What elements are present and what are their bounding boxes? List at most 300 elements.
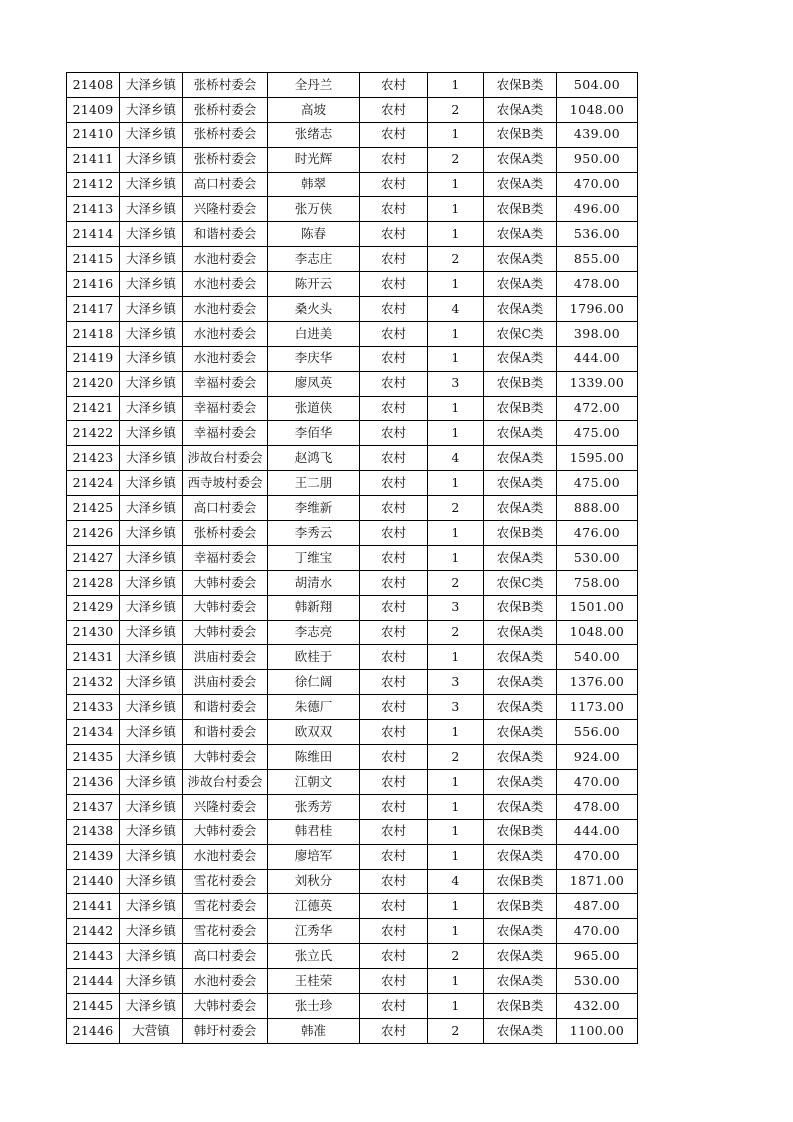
aid-category-cell: 农保A类 [484, 346, 557, 371]
table-row [67, 421, 638, 446]
amount-cell: 470.00 [557, 172, 638, 197]
person-name-cell: 丁维宝 [268, 545, 360, 570]
table-row [67, 969, 638, 994]
village-committee-cell: 高口村委会 [183, 172, 268, 197]
household-count-cell: 1 [428, 197, 484, 222]
person-name-cell: 李秀云 [268, 521, 360, 546]
amount-cell: 536.00 [557, 222, 638, 247]
aid-category-cell: 农保A类 [484, 147, 557, 172]
residence-type-cell: 农村 [360, 819, 428, 844]
record-id-cell: 21434 [67, 720, 120, 745]
aid-category-cell: 农保A类 [484, 247, 557, 272]
town-cell: 大泽乡镇 [120, 471, 183, 496]
record-id-cell: 21428 [67, 570, 120, 595]
aid-category-cell: 农保C类 [484, 570, 557, 595]
aid-category-cell: 农保A类 [484, 720, 557, 745]
town-cell: 大泽乡镇 [120, 97, 183, 122]
table-row [67, 819, 638, 844]
town-cell: 大泽乡镇 [120, 521, 183, 546]
aid-category-cell: 农保A类 [484, 97, 557, 122]
household-count-cell: 1 [428, 993, 484, 1018]
record-id-cell: 21424 [67, 471, 120, 496]
household-count-cell: 1 [428, 720, 484, 745]
village-committee-cell: 大韩村委会 [183, 745, 268, 770]
aid-category-cell: 农保B类 [484, 197, 557, 222]
village-committee-cell: 和谐村委会 [183, 720, 268, 745]
village-committee-cell: 幸福村委会 [183, 371, 268, 396]
record-id-cell: 21414 [67, 222, 120, 247]
person-name-cell: 江秀华 [268, 919, 360, 944]
record-id-cell: 21442 [67, 919, 120, 944]
amount-cell: 950.00 [557, 147, 638, 172]
person-name-cell: 桑火头 [268, 297, 360, 322]
person-name-cell: 张绪志 [268, 122, 360, 147]
aid-category-cell: 农保B类 [484, 595, 557, 620]
table-row [67, 695, 638, 720]
household-count-cell: 1 [428, 73, 484, 98]
residence-type-cell: 农村 [360, 944, 428, 969]
table-row [67, 645, 638, 670]
table-row [67, 844, 638, 869]
household-count-cell: 1 [428, 471, 484, 496]
town-cell: 大泽乡镇 [120, 869, 183, 894]
residence-type-cell: 农村 [360, 421, 428, 446]
table-row [67, 272, 638, 297]
table-row [67, 570, 638, 595]
person-name-cell: 欧桂于 [268, 645, 360, 670]
town-cell: 大泽乡镇 [120, 919, 183, 944]
record-id-cell: 21417 [67, 297, 120, 322]
town-cell: 大泽乡镇 [120, 122, 183, 147]
amount-cell: 1339.00 [557, 371, 638, 396]
aid-category-cell: 农保B类 [484, 869, 557, 894]
aid-category-cell: 农保A类 [484, 222, 557, 247]
record-id-cell: 21445 [67, 993, 120, 1018]
residence-type-cell: 农村 [360, 471, 428, 496]
village-committee-cell: 张桥村委会 [183, 147, 268, 172]
table-row [67, 496, 638, 521]
household-count-cell: 2 [428, 496, 484, 521]
person-name-cell: 韩新翔 [268, 595, 360, 620]
aid-category-cell: 农保B类 [484, 73, 557, 98]
record-id-cell: 21440 [67, 869, 120, 894]
table-row [67, 122, 638, 147]
amount-cell: 540.00 [557, 645, 638, 670]
record-id-cell: 21419 [67, 346, 120, 371]
aid-category-cell: 农保A类 [484, 645, 557, 670]
record-id-cell: 21431 [67, 645, 120, 670]
table-row [67, 371, 638, 396]
village-committee-cell: 幸福村委会 [183, 396, 268, 421]
table-row [67, 869, 638, 894]
village-committee-cell: 幸福村委会 [183, 545, 268, 570]
town-cell: 大泽乡镇 [120, 247, 183, 272]
village-committee-cell: 韩圩村委会 [183, 1018, 268, 1043]
table-row [67, 247, 638, 272]
person-name-cell: 朱德厂 [268, 695, 360, 720]
residence-type-cell: 农村 [360, 570, 428, 595]
residence-type-cell: 农村 [360, 97, 428, 122]
village-committee-cell: 水池村委会 [183, 321, 268, 346]
record-id-cell: 21426 [67, 521, 120, 546]
village-committee-cell: 涉故台村委会 [183, 446, 268, 471]
village-committee-cell: 雪花村委会 [183, 919, 268, 944]
town-cell: 大泽乡镇 [120, 944, 183, 969]
person-name-cell: 白进美 [268, 321, 360, 346]
household-count-cell: 3 [428, 371, 484, 396]
village-committee-cell: 洪庙村委会 [183, 670, 268, 695]
town-cell: 大泽乡镇 [120, 570, 183, 595]
aid-category-cell: 农保A类 [484, 620, 557, 645]
table-row [67, 297, 638, 322]
person-name-cell: 江朝文 [268, 769, 360, 794]
town-cell: 大泽乡镇 [120, 844, 183, 869]
table-row [67, 595, 638, 620]
household-count-cell: 1 [428, 222, 484, 247]
person-name-cell: 张士珍 [268, 993, 360, 1018]
town-cell: 大泽乡镇 [120, 595, 183, 620]
town-cell: 大泽乡镇 [120, 371, 183, 396]
household-count-cell: 2 [428, 620, 484, 645]
residence-type-cell: 农村 [360, 645, 428, 670]
village-committee-cell: 大韩村委会 [183, 819, 268, 844]
record-id-cell: 21422 [67, 421, 120, 446]
household-count-cell: 1 [428, 396, 484, 421]
residence-type-cell: 农村 [360, 147, 428, 172]
household-count-cell: 2 [428, 147, 484, 172]
residence-type-cell: 农村 [360, 595, 428, 620]
amount-cell: 530.00 [557, 545, 638, 570]
person-name-cell: 江德英 [268, 894, 360, 919]
amount-cell: 1048.00 [557, 620, 638, 645]
table-row [67, 620, 638, 645]
aid-category-cell: 农保A类 [484, 969, 557, 994]
residence-type-cell: 农村 [360, 521, 428, 546]
table-row [67, 172, 638, 197]
amount-cell: 496.00 [557, 197, 638, 222]
village-committee-cell: 张桥村委会 [183, 73, 268, 98]
amount-cell: 475.00 [557, 471, 638, 496]
residence-type-cell: 农村 [360, 122, 428, 147]
aid-category-cell: 农保B类 [484, 993, 557, 1018]
amount-cell: 1595.00 [557, 446, 638, 471]
residence-type-cell: 农村 [360, 794, 428, 819]
town-cell: 大泽乡镇 [120, 670, 183, 695]
village-committee-cell: 兴隆村委会 [183, 197, 268, 222]
table-row [67, 521, 638, 546]
town-cell: 大泽乡镇 [120, 297, 183, 322]
residence-type-cell: 农村 [360, 346, 428, 371]
amount-cell: 504.00 [557, 73, 638, 98]
residence-type-cell: 农村 [360, 769, 428, 794]
record-id-cell: 21413 [67, 197, 120, 222]
record-id-cell: 21415 [67, 247, 120, 272]
amount-cell: 444.00 [557, 346, 638, 371]
record-id-cell: 21432 [67, 670, 120, 695]
record-id-cell: 21436 [67, 769, 120, 794]
record-id-cell: 21420 [67, 371, 120, 396]
amount-cell: 1796.00 [557, 297, 638, 322]
village-committee-cell: 张桥村委会 [183, 521, 268, 546]
household-count-cell: 1 [428, 645, 484, 670]
table-row [67, 147, 638, 172]
village-committee-cell: 和谐村委会 [183, 222, 268, 247]
amount-cell: 472.00 [557, 396, 638, 421]
village-committee-cell: 张桥村委会 [183, 97, 268, 122]
record-id-cell: 21446 [67, 1018, 120, 1043]
person-name-cell: 徐仁阔 [268, 670, 360, 695]
person-name-cell: 陈维田 [268, 745, 360, 770]
aid-category-cell: 农保A类 [484, 769, 557, 794]
residence-type-cell: 农村 [360, 371, 428, 396]
aid-category-cell: 农保A类 [484, 471, 557, 496]
amount-cell: 758.00 [557, 570, 638, 595]
aid-category-cell: 农保A类 [484, 1018, 557, 1043]
record-id-cell: 21416 [67, 272, 120, 297]
village-committee-cell: 大韩村委会 [183, 595, 268, 620]
record-table [66, 72, 638, 1044]
person-name-cell: 张立氏 [268, 944, 360, 969]
amount-cell: 924.00 [557, 745, 638, 770]
amount-cell: 478.00 [557, 272, 638, 297]
village-committee-cell: 洪庙村委会 [183, 645, 268, 670]
table-row [67, 894, 638, 919]
town-cell: 大泽乡镇 [120, 993, 183, 1018]
residence-type-cell: 农村 [360, 297, 428, 322]
table-row [67, 471, 638, 496]
amount-cell: 487.00 [557, 894, 638, 919]
table-row [67, 545, 638, 570]
table-row [67, 944, 638, 969]
person-name-cell: 陈开云 [268, 272, 360, 297]
table-row [67, 396, 638, 421]
amount-cell: 398.00 [557, 321, 638, 346]
village-committee-cell: 涉故台村委会 [183, 769, 268, 794]
aid-category-cell: 农保A类 [484, 695, 557, 720]
household-count-cell: 2 [428, 1018, 484, 1043]
residence-type-cell: 农村 [360, 197, 428, 222]
record-id-cell: 21437 [67, 794, 120, 819]
record-id-cell: 21423 [67, 446, 120, 471]
residence-type-cell: 农村 [360, 321, 428, 346]
person-name-cell: 李维新 [268, 496, 360, 521]
household-count-cell: 2 [428, 247, 484, 272]
residence-type-cell: 农村 [360, 844, 428, 869]
record-id-cell: 21430 [67, 620, 120, 645]
table-row [67, 1018, 638, 1043]
amount-cell: 530.00 [557, 969, 638, 994]
amount-cell: 444.00 [557, 819, 638, 844]
household-count-cell: 2 [428, 944, 484, 969]
village-committee-cell: 水池村委会 [183, 346, 268, 371]
town-cell: 大泽乡镇 [120, 894, 183, 919]
aid-category-cell: 农保A类 [484, 297, 557, 322]
record-id-cell: 21411 [67, 147, 120, 172]
amount-cell: 432.00 [557, 993, 638, 1018]
table-row [67, 446, 638, 471]
town-cell: 大泽乡镇 [120, 695, 183, 720]
aid-category-cell: 农保A类 [484, 545, 557, 570]
household-count-cell: 1 [428, 521, 484, 546]
record-id-cell: 21408 [67, 73, 120, 98]
residence-type-cell: 农村 [360, 172, 428, 197]
household-count-cell: 3 [428, 670, 484, 695]
village-committee-cell: 大韩村委会 [183, 570, 268, 595]
household-count-cell: 1 [428, 769, 484, 794]
amount-cell: 888.00 [557, 496, 638, 521]
household-count-cell: 1 [428, 545, 484, 570]
household-count-cell: 1 [428, 122, 484, 147]
town-cell: 大泽乡镇 [120, 645, 183, 670]
record-id-cell: 21410 [67, 122, 120, 147]
record-id-cell: 21418 [67, 321, 120, 346]
residence-type-cell: 农村 [360, 969, 428, 994]
record-id-cell: 21421 [67, 396, 120, 421]
town-cell: 大泽乡镇 [120, 720, 183, 745]
record-id-cell: 21443 [67, 944, 120, 969]
household-count-cell: 1 [428, 919, 484, 944]
village-committee-cell: 雪花村委会 [183, 894, 268, 919]
aid-category-cell: 农保B类 [484, 819, 557, 844]
aid-category-cell: 农保A类 [484, 172, 557, 197]
household-count-cell: 4 [428, 869, 484, 894]
town-cell: 大泽乡镇 [120, 421, 183, 446]
household-count-cell: 1 [428, 894, 484, 919]
person-name-cell: 胡清水 [268, 570, 360, 595]
person-name-cell: 李志庄 [268, 247, 360, 272]
town-cell: 大泽乡镇 [120, 222, 183, 247]
record-id-cell: 21435 [67, 745, 120, 770]
person-name-cell: 韩翠 [268, 172, 360, 197]
town-cell: 大泽乡镇 [120, 620, 183, 645]
aid-category-cell: 农保A类 [484, 944, 557, 969]
village-committee-cell: 西寺坡村委会 [183, 471, 268, 496]
residence-type-cell: 农村 [360, 695, 428, 720]
town-cell: 大泽乡镇 [120, 321, 183, 346]
town-cell: 大泽乡镇 [120, 346, 183, 371]
residence-type-cell: 农村 [360, 919, 428, 944]
residence-type-cell: 农村 [360, 272, 428, 297]
household-count-cell: 2 [428, 745, 484, 770]
record-id-cell: 21438 [67, 819, 120, 844]
record-id-cell: 21409 [67, 97, 120, 122]
aid-category-cell: 农保A类 [484, 919, 557, 944]
amount-cell: 556.00 [557, 720, 638, 745]
person-name-cell: 高坡 [268, 97, 360, 122]
person-name-cell: 李佰华 [268, 421, 360, 446]
amount-cell: 470.00 [557, 769, 638, 794]
aid-category-cell: 农保B类 [484, 122, 557, 147]
person-name-cell: 全丹兰 [268, 73, 360, 98]
residence-type-cell: 农村 [360, 620, 428, 645]
table-row [67, 197, 638, 222]
table-row [67, 670, 638, 695]
record-id-cell: 21439 [67, 844, 120, 869]
record-id-cell: 21433 [67, 695, 120, 720]
table-row [67, 73, 638, 98]
person-name-cell: 李志亮 [268, 620, 360, 645]
amount-cell: 1100.00 [557, 1018, 638, 1043]
table-body [67, 73, 638, 1044]
amount-cell: 855.00 [557, 247, 638, 272]
village-committee-cell: 雪花村委会 [183, 869, 268, 894]
amount-cell: 1871.00 [557, 869, 638, 894]
person-name-cell: 廖凤英 [268, 371, 360, 396]
residence-type-cell: 农村 [360, 670, 428, 695]
village-committee-cell: 大韩村委会 [183, 993, 268, 1018]
table-row [67, 769, 638, 794]
village-committee-cell: 水池村委会 [183, 969, 268, 994]
table-row [67, 993, 638, 1018]
amount-cell: 439.00 [557, 122, 638, 147]
household-count-cell: 4 [428, 446, 484, 471]
aid-category-cell: 农保A类 [484, 844, 557, 869]
amount-cell: 1376.00 [557, 670, 638, 695]
town-cell: 大泽乡镇 [120, 172, 183, 197]
village-committee-cell: 幸福村委会 [183, 421, 268, 446]
record-id-cell: 21441 [67, 894, 120, 919]
person-name-cell: 张秀芳 [268, 794, 360, 819]
town-cell: 大泽乡镇 [120, 545, 183, 570]
town-cell: 大营镇 [120, 1018, 183, 1043]
person-name-cell: 王桂荣 [268, 969, 360, 994]
village-committee-cell: 大韩村委会 [183, 620, 268, 645]
person-name-cell: 陈春 [268, 222, 360, 247]
household-count-cell: 2 [428, 97, 484, 122]
amount-cell: 965.00 [557, 944, 638, 969]
residence-type-cell: 农村 [360, 446, 428, 471]
household-count-cell: 1 [428, 421, 484, 446]
residence-type-cell: 农村 [360, 869, 428, 894]
table-row [67, 919, 638, 944]
person-name-cell: 时光辉 [268, 147, 360, 172]
town-cell: 大泽乡镇 [120, 745, 183, 770]
household-count-cell: 1 [428, 819, 484, 844]
village-committee-cell: 和谐村委会 [183, 695, 268, 720]
town-cell: 大泽乡镇 [120, 794, 183, 819]
town-cell: 大泽乡镇 [120, 969, 183, 994]
person-name-cell: 张万侠 [268, 197, 360, 222]
town-cell: 大泽乡镇 [120, 446, 183, 471]
amount-cell: 476.00 [557, 521, 638, 546]
person-name-cell: 韩君桂 [268, 819, 360, 844]
household-count-cell: 4 [428, 297, 484, 322]
record-id-cell: 21429 [67, 595, 120, 620]
household-count-cell: 1 [428, 794, 484, 819]
aid-category-cell: 农保A类 [484, 794, 557, 819]
household-count-cell: 3 [428, 695, 484, 720]
amount-cell: 1173.00 [557, 695, 638, 720]
amount-cell: 1048.00 [557, 97, 638, 122]
amount-cell: 1501.00 [557, 595, 638, 620]
table-row [67, 222, 638, 247]
household-count-cell: 1 [428, 172, 484, 197]
table-row [67, 346, 638, 371]
aid-category-cell: 农保A类 [484, 421, 557, 446]
residence-type-cell: 农村 [360, 993, 428, 1018]
aid-category-cell: 农保A类 [484, 670, 557, 695]
record-id-cell: 21425 [67, 496, 120, 521]
town-cell: 大泽乡镇 [120, 73, 183, 98]
amount-cell: 470.00 [557, 919, 638, 944]
person-name-cell: 刘秋分 [268, 869, 360, 894]
household-count-cell: 1 [428, 321, 484, 346]
residence-type-cell: 农村 [360, 545, 428, 570]
residence-type-cell: 农村 [360, 73, 428, 98]
aid-category-cell: 农保A类 [484, 446, 557, 471]
amount-cell: 478.00 [557, 794, 638, 819]
household-count-cell: 2 [428, 570, 484, 595]
